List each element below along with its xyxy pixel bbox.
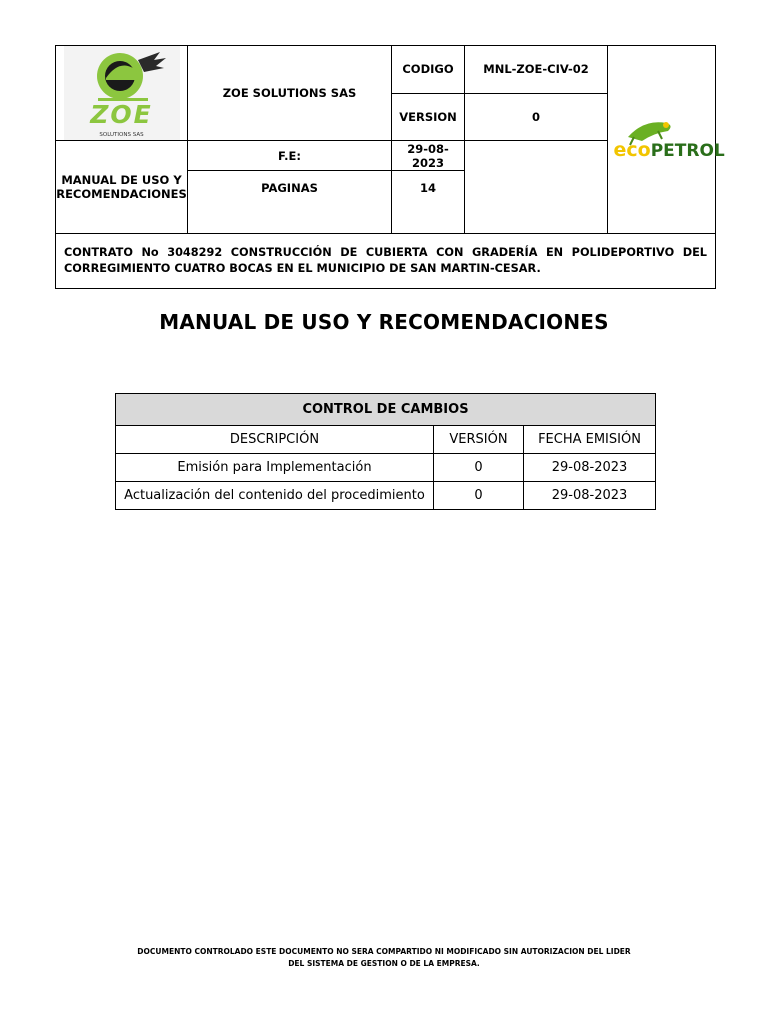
version-label: VERSION bbox=[392, 93, 465, 141]
version-value: 0 bbox=[465, 93, 608, 141]
row-descripcion: Emisión para Implementación bbox=[116, 454, 434, 482]
zoe-logo-subtext: SOLUTIONS SAS bbox=[99, 132, 144, 138]
table-row bbox=[116, 482, 656, 510]
paginas-value: 14 bbox=[392, 171, 465, 234]
document-type-line1: MANUAL DE USO Y bbox=[61, 173, 182, 187]
codigo-label: CODIGO bbox=[392, 46, 465, 94]
table-row bbox=[116, 454, 656, 482]
codigo-value: MNL-ZOE-CIV-02 bbox=[465, 46, 608, 94]
company-name: ZOE SOLUTIONS SAS bbox=[188, 46, 392, 141]
row-version: 0 bbox=[434, 482, 524, 510]
paginas-label: PAGINAS bbox=[188, 171, 392, 234]
row-descripcion: Actualización del contenido del procedimiento bbox=[116, 482, 434, 510]
page-title: MANUAL DE USO Y RECOMENDACIONES bbox=[159, 310, 609, 334]
footer-line2: DEL SISTEMA DE GESTION O DE LA EMPRESA. bbox=[288, 959, 480, 968]
footer-notice bbox=[0, 946, 768, 970]
ecopetrol-logo bbox=[613, 115, 725, 165]
control-cambios-title: CONTROL DE CAMBIOS bbox=[116, 394, 656, 426]
column-header-fecha: FECHA EMISIÓN bbox=[524, 426, 656, 454]
zoe-logo-cell bbox=[56, 46, 188, 141]
footer-line1: DOCUMENTO CONTROLADO ESTE DOCUMENTO NO SERA COMPARTIDO NI MODIFICADO SIN AUTORIZACION DEL LIDER bbox=[137, 947, 631, 956]
ecopetrol-logo-cell bbox=[608, 46, 725, 234]
control-cambios-table bbox=[115, 393, 656, 510]
document-type bbox=[56, 141, 188, 234]
zoe-logo bbox=[64, 46, 180, 140]
row-fecha: 29-08-2023 bbox=[524, 454, 656, 482]
fe-label: F.E: bbox=[188, 141, 392, 171]
column-header-version: VERSIÓN bbox=[434, 426, 524, 454]
row-version: 0 bbox=[434, 454, 524, 482]
eco-logo-eco: eco bbox=[613, 138, 651, 161]
zoe-logo-text: ZOE bbox=[90, 100, 153, 129]
fe-value: 29-08-2023 bbox=[392, 141, 465, 171]
document-header-table bbox=[55, 45, 725, 289]
row-fecha: 29-08-2023 bbox=[524, 482, 656, 510]
eco-logo-petrol: PETROL bbox=[650, 140, 725, 161]
column-header-descripcion: DESCRIPCIÓN bbox=[116, 426, 434, 454]
document-type-line2: RECOMENDACIONES bbox=[56, 187, 187, 201]
contract-description: CONTRATO No 3048292 CONSTRUCCIÓN DE CUBIERTA CON GRADERÍA EN POLIDEPORTIVO DEL CORREGIMIENTO CUATRO BOCAS EN EL MUNICIPIO DE SAN MARTIN-CESAR. bbox=[56, 234, 716, 289]
